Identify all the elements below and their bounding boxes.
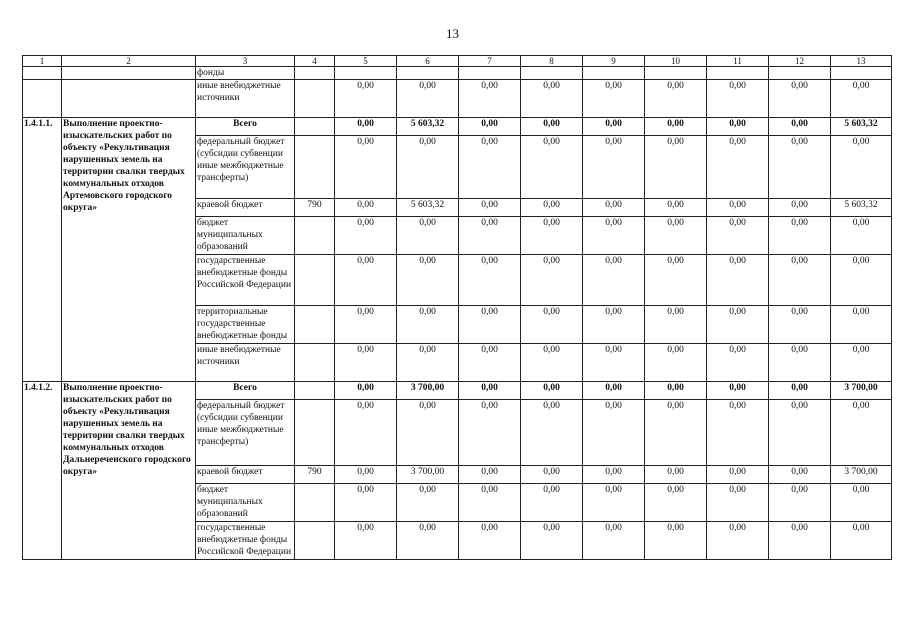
header-cell: 10 — [645, 56, 707, 67]
value-cell: 0,00 — [521, 400, 583, 466]
value-cell: 0,00 — [583, 382, 645, 400]
value-cell: 0,00 — [831, 136, 892, 199]
value-cell: 0,00 — [335, 136, 397, 199]
value-cell: 0,00 — [707, 400, 769, 466]
code-cell: 790 — [295, 199, 335, 217]
header-cell: 1 — [23, 56, 62, 67]
value-cell: 0,00 — [707, 344, 769, 382]
total-row — [23, 382, 892, 400]
header-cell: 9 — [583, 56, 645, 67]
header-cell: 2 — [62, 56, 196, 67]
value-cell: 0,00 — [831, 217, 892, 255]
code-cell — [295, 484, 335, 522]
code-cell — [295, 306, 335, 344]
code-cell — [295, 400, 335, 466]
value-cell: 0,00 — [397, 217, 459, 255]
value-cell: 0,00 — [521, 344, 583, 382]
header-cell: 5 — [335, 56, 397, 67]
value-cell: 0,00 — [831, 400, 892, 466]
funding-source-cell: федеральный бюджет (субсидии субвенции иные межбюджетные трансферты) — [196, 400, 295, 466]
total-row — [23, 118, 892, 136]
value-cell: 5 603,32 — [397, 199, 459, 217]
funding-source-cell: бюджет муниципальных образований — [196, 217, 295, 255]
value-cell: 0,00 — [459, 522, 521, 560]
value-cell: 3 700,00 — [397, 466, 459, 484]
value-cell: 5 603,32 — [831, 199, 892, 217]
value-cell: 0,00 — [645, 217, 707, 255]
value-cell: 0,00 — [831, 255, 892, 306]
value-cell: 0,00 — [583, 80, 645, 118]
value-cell: 0,00 — [397, 344, 459, 382]
value-cell: 0,00 — [459, 344, 521, 382]
value-cell: 0,00 — [831, 80, 892, 118]
value-cell: 3 700,00 — [831, 382, 892, 400]
value-cell: 0,00 — [769, 118, 831, 136]
value-cell: 0,00 — [645, 255, 707, 306]
item-number-cell — [23, 80, 62, 118]
value-cell: 0,00 — [335, 382, 397, 400]
value-cell: 0,00 — [707, 136, 769, 199]
value-cell: 0,00 — [645, 199, 707, 217]
value-cell — [645, 67, 707, 80]
value-cell: 0,00 — [769, 136, 831, 199]
value-cell: 0,00 — [831, 306, 892, 344]
header-cell: 4 — [295, 56, 335, 67]
value-cell: 0,00 — [645, 382, 707, 400]
code-cell — [295, 67, 335, 80]
item-description-cell: Выполнение проектно-изыскательских работ по объекту «Рекультивация нарушенных земель на территории свалки твердых коммунальных отходов Артемовского городского округа» — [62, 118, 196, 382]
value-cell: 0,00 — [707, 199, 769, 217]
value-cell: 0,00 — [459, 199, 521, 217]
item-description-cell — [62, 67, 196, 80]
value-cell: 3 700,00 — [397, 382, 459, 400]
value-cell: 0,00 — [335, 466, 397, 484]
header-cell: 11 — [707, 56, 769, 67]
value-cell: 0,00 — [645, 80, 707, 118]
value-cell — [583, 67, 645, 80]
value-cell: 0,00 — [459, 118, 521, 136]
code-cell: 790 — [295, 466, 335, 484]
value-cell: 0,00 — [521, 217, 583, 255]
table-row — [23, 80, 892, 118]
value-cell: 0,00 — [769, 306, 831, 344]
value-cell: 0,00 — [459, 255, 521, 306]
value-cell: 0,00 — [769, 344, 831, 382]
value-cell: 0,00 — [521, 136, 583, 199]
item-description-cell — [62, 80, 196, 118]
value-cell: 0,00 — [397, 522, 459, 560]
header-cell: 3 — [196, 56, 295, 67]
value-cell: 0,00 — [707, 306, 769, 344]
value-cell: 0,00 — [521, 466, 583, 484]
header-cell: 12 — [769, 56, 831, 67]
value-cell: 0,00 — [645, 484, 707, 522]
value-cell: 0,00 — [583, 118, 645, 136]
value-cell: 0,00 — [583, 484, 645, 522]
value-cell: 0,00 — [335, 118, 397, 136]
value-cell: 0,00 — [459, 217, 521, 255]
value-cell: 0,00 — [521, 382, 583, 400]
funding-source-cell: федеральный бюджет (субсидии субвенции иные межбюджетные трансферты) — [196, 136, 295, 199]
value-cell: 0,00 — [707, 80, 769, 118]
code-cell — [295, 217, 335, 255]
table-row — [23, 67, 892, 80]
value-cell: 0,00 — [583, 136, 645, 199]
value-cell: 0,00 — [707, 217, 769, 255]
value-cell: 0,00 — [769, 484, 831, 522]
value-cell: 0,00 — [397, 400, 459, 466]
value-cell: 0,00 — [707, 382, 769, 400]
value-cell: 0,00 — [645, 522, 707, 560]
header-cell: 6 — [397, 56, 459, 67]
value-cell: 0,00 — [583, 306, 645, 344]
funding-source-cell: государственные внебюджетные фонды Российской Федерации — [196, 522, 295, 560]
value-cell: 0,00 — [335, 306, 397, 344]
item-number-cell: 1.4.1.2. — [23, 382, 62, 560]
value-cell: 0,00 — [459, 466, 521, 484]
value-cell: 0,00 — [769, 466, 831, 484]
value-cell: 0,00 — [769, 522, 831, 560]
value-cell: 0,00 — [521, 306, 583, 344]
value-cell: 0,00 — [645, 400, 707, 466]
funding-source-cell: Всего — [196, 382, 295, 400]
value-cell: 0,00 — [459, 306, 521, 344]
value-cell: 0,00 — [769, 400, 831, 466]
value-cell: 0,00 — [583, 217, 645, 255]
value-cell: 0,00 — [583, 400, 645, 466]
value-cell: 0,00 — [335, 484, 397, 522]
value-cell: 0,00 — [645, 118, 707, 136]
funding-source-cell: иные внебюджетные источники — [196, 80, 295, 118]
value-cell: 0,00 — [397, 136, 459, 199]
value-cell — [521, 67, 583, 80]
value-cell: 0,00 — [335, 80, 397, 118]
value-cell: 0,00 — [707, 118, 769, 136]
value-cell: 0,00 — [707, 255, 769, 306]
value-cell: 0,00 — [335, 400, 397, 466]
funding-source-cell: фонды — [196, 67, 295, 80]
value-cell: 0,00 — [769, 382, 831, 400]
value-cell: 0,00 — [769, 255, 831, 306]
value-cell: 0,00 — [335, 255, 397, 306]
value-cell: 0,00 — [459, 80, 521, 118]
value-cell: 0,00 — [583, 522, 645, 560]
value-cell: 0,00 — [583, 344, 645, 382]
header-cell: 13 — [831, 56, 892, 67]
value-cell: 0,00 — [459, 484, 521, 522]
code-cell — [295, 80, 335, 118]
value-cell: 0,00 — [459, 382, 521, 400]
value-cell — [769, 67, 831, 80]
value-cell: 0,00 — [583, 466, 645, 484]
header-cell: 7 — [459, 56, 521, 67]
value-cell: 0,00 — [521, 199, 583, 217]
funding-source-cell: Всего — [196, 118, 295, 136]
code-cell — [295, 118, 335, 136]
header-cell: 8 — [521, 56, 583, 67]
funding-source-cell: бюджет муниципальных образований — [196, 484, 295, 522]
value-cell: 0,00 — [831, 522, 892, 560]
value-cell: 0,00 — [521, 255, 583, 306]
value-cell: 0,00 — [397, 80, 459, 118]
value-cell: 5 603,32 — [397, 118, 459, 136]
code-cell — [295, 344, 335, 382]
value-cell: 0,00 — [769, 217, 831, 255]
value-cell: 0,00 — [645, 466, 707, 484]
value-cell: 0,00 — [459, 400, 521, 466]
funding-source-cell: территориальные государственные внебюджетные фонды — [196, 306, 295, 344]
value-cell: 0,00 — [335, 344, 397, 382]
value-cell: 0,00 — [335, 199, 397, 217]
value-cell — [707, 67, 769, 80]
value-cell — [397, 67, 459, 80]
value-cell — [335, 67, 397, 80]
value-cell: 0,00 — [707, 466, 769, 484]
item-number-cell: 1.4.1.1. — [23, 118, 62, 382]
funding-source-cell: государственные внебюджетные фонды Российской Федерации — [196, 255, 295, 306]
code-cell — [295, 136, 335, 199]
value-cell: 0,00 — [397, 255, 459, 306]
page-number: 13 — [446, 26, 459, 41]
funding-source-cell: краевой бюджет — [196, 199, 295, 217]
value-cell: 0,00 — [707, 484, 769, 522]
value-cell: 0,00 — [397, 484, 459, 522]
value-cell: 0,00 — [831, 344, 892, 382]
value-cell: 0,00 — [521, 118, 583, 136]
value-cell: 0,00 — [521, 522, 583, 560]
value-cell: 5 603,32 — [831, 118, 892, 136]
value-cell: 0,00 — [335, 522, 397, 560]
item-number-cell — [23, 67, 62, 80]
value-cell: 0,00 — [521, 484, 583, 522]
value-cell: 3 700,00 — [831, 466, 892, 484]
value-cell: 0,00 — [645, 306, 707, 344]
value-cell: 0,00 — [645, 344, 707, 382]
budget-table — [22, 55, 892, 560]
funding-source-cell: иные внебюджетные источники — [196, 344, 295, 382]
item-description-cell: Выполнение проектно-изыскательских работ по объекту «Рекультивация нарушенных земель на территории свалки твердых коммунальных отходов Дальнереченского городского округа» — [62, 382, 196, 560]
value-cell: 0,00 — [583, 255, 645, 306]
header-row — [23, 56, 892, 67]
value-cell — [459, 67, 521, 80]
value-cell: 0,00 — [459, 136, 521, 199]
code-cell — [295, 255, 335, 306]
value-cell: 0,00 — [769, 80, 831, 118]
value-cell: 0,00 — [707, 522, 769, 560]
code-cell — [295, 382, 335, 400]
value-cell: 0,00 — [397, 306, 459, 344]
value-cell: 0,00 — [583, 199, 645, 217]
value-cell: 0,00 — [769, 199, 831, 217]
value-cell: 0,00 — [645, 136, 707, 199]
value-cell: 0,00 — [521, 80, 583, 118]
funding-source-cell: краевой бюджет — [196, 466, 295, 484]
value-cell — [831, 67, 892, 80]
value-cell: 0,00 — [335, 217, 397, 255]
code-cell — [295, 522, 335, 560]
value-cell: 0,00 — [831, 484, 892, 522]
